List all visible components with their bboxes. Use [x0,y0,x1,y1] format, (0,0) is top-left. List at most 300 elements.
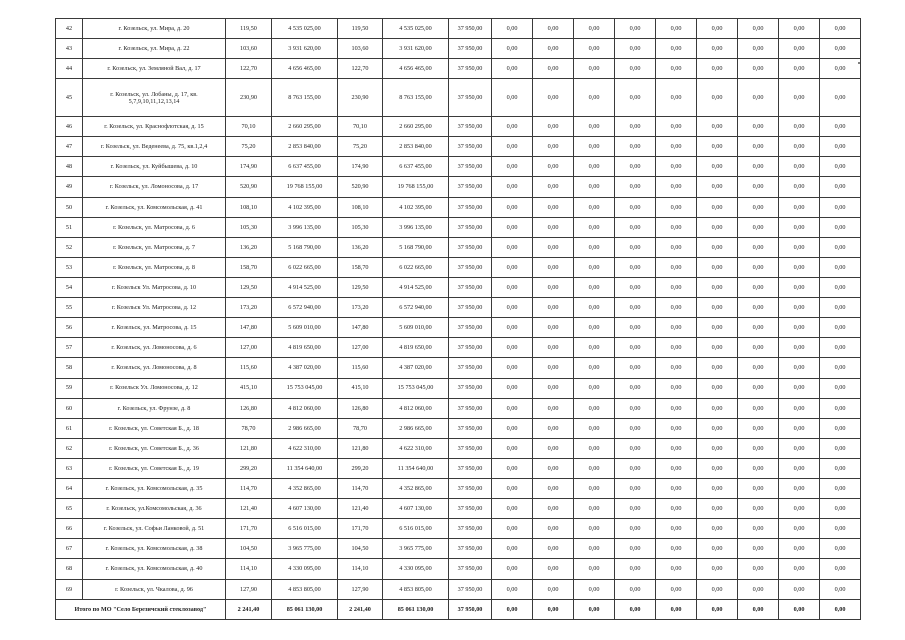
amount-cell: 0,00 [656,277,697,297]
total-amount-cell: 0,00 [615,599,656,619]
amount-cell: 0,00 [697,479,738,499]
amount-cell: 0,00 [697,579,738,599]
amount-cell: 0,00 [738,519,779,539]
cost-cell: 6 516 015,00 [272,519,338,539]
area-cell: 174,90 [338,157,383,177]
amount-cell: 0,00 [697,519,738,539]
amount-cell: 0,00 [738,237,779,257]
amount-cell: 0,00 [574,79,615,117]
area-cell: 108,10 [226,197,272,217]
amount-cell: 0,00 [492,479,533,499]
amount-cell: 0,00 [738,79,779,117]
amount-cell: 0,00 [574,539,615,559]
area-cell: 174,90 [226,157,272,177]
address-cell: г. Козельск, ул. Мира, д. 22 [83,39,226,59]
amount-cell: 0,00 [615,197,656,217]
housing-registry-table [55,18,861,620]
rate-cell: 37 950,00 [449,157,492,177]
cost-cell: 3 996 135,00 [383,217,449,237]
cost-cell: 2 660 295,00 [272,117,338,137]
total-row [56,599,861,619]
amount-cell: 0,00 [574,39,615,59]
amount-cell: 0,00 [492,358,533,378]
cost-cell: 4 102 395,00 [272,197,338,217]
amount-cell: 0,00 [615,237,656,257]
area-cell: 147,80 [226,318,272,338]
amount-cell: 0,00 [615,157,656,177]
amount-cell: 0,00 [820,39,861,59]
amount-cell: 0,00 [533,177,574,197]
amount-cell: 0,00 [779,137,820,157]
area-cell: 230,90 [226,79,272,117]
amount-cell: 0,00 [656,438,697,458]
area-cell: 158,70 [338,257,383,277]
cost-cell: 4 352 865,00 [383,479,449,499]
rate-cell: 37 950,00 [449,338,492,358]
amount-cell: 0,00 [697,378,738,398]
amount-cell: 0,00 [615,277,656,297]
amount-cell: 0,00 [615,358,656,378]
cost-cell: 8 763 155,00 [383,79,449,117]
amount-cell: 0,00 [656,378,697,398]
amount-cell: 0,00 [492,398,533,418]
cost-cell: 4 819 650,00 [383,338,449,358]
amount-cell: 0,00 [738,338,779,358]
row-number-cell: 47 [56,137,83,157]
address-cell: г. Козельск, ул. Земляной Вал, д. 17 [83,59,226,79]
amount-cell: 0,00 [533,398,574,418]
cost-cell: 4 535 025,00 [383,19,449,39]
amount-cell: 0,00 [820,579,861,599]
amount-cell: 0,00 [820,79,861,117]
rate-cell: 37 950,00 [449,19,492,39]
cost-cell: 6 572 940,00 [272,298,338,318]
amount-cell: 0,00 [697,398,738,418]
amount-cell: 0,00 [779,358,820,378]
area-cell: 70,10 [226,117,272,137]
rate-cell: 37 950,00 [449,499,492,519]
amount-cell: 0,00 [533,338,574,358]
amount-cell: 0,00 [492,257,533,277]
table-row [56,519,861,539]
amount-cell: 0,00 [615,298,656,318]
rate-cell: 37 950,00 [449,298,492,318]
amount-cell: 0,00 [738,117,779,137]
amount-cell: 0,00 [779,418,820,438]
row-number-cell: 56 [56,318,83,338]
cost-cell: 3 965 775,00 [272,539,338,559]
amount-cell: 0,00 [820,398,861,418]
amount-cell: 0,00 [574,418,615,438]
amount-cell: 0,00 [656,237,697,257]
rate-cell: 37 950,00 [449,559,492,579]
amount-cell: 0,00 [615,479,656,499]
cost-cell: 4 387 020,00 [383,358,449,378]
amount-cell: 0,00 [779,338,820,358]
total-label-cell: Итого по МО "Село Березичский стеклозавод" [56,599,226,619]
cost-cell: 4 102 395,00 [383,197,449,217]
address-cell: г. Козельск, ул. Веденеева, д. 75, кв.1,2,4 [83,137,226,157]
address-cell: г. Козельск, ул. Матросова, д. 7 [83,237,226,257]
amount-cell: 0,00 [656,19,697,39]
cost-cell: 6 022 665,00 [272,257,338,277]
amount-cell: 0,00 [697,237,738,257]
table-row [56,59,861,79]
amount-cell: 0,00 [697,418,738,438]
row-number-cell: 65 [56,499,83,519]
address-cell: г. Козельск, ул. Ломоносова, д. 6 [83,338,226,358]
row-number-cell: 63 [56,458,83,478]
row-number-cell: 54 [56,277,83,297]
amount-cell: 0,00 [574,559,615,579]
cost-cell: 4 622 310,00 [272,438,338,458]
area-cell: 520,90 [338,177,383,197]
amount-cell: 0,00 [533,59,574,79]
row-number-cell: 58 [56,358,83,378]
address-cell: г. Козельск, ул. Лобаны, д. 17, кв. 5,7,9,10,11,12,13,14 [83,79,226,117]
amount-cell: 0,00 [779,378,820,398]
amount-cell: 0,00 [656,177,697,197]
rate-cell: 37 950,00 [449,197,492,217]
amount-cell: 0,00 [779,298,820,318]
amount-cell: 0,00 [779,59,820,79]
amount-cell: 0,00 [820,358,861,378]
area-cell: 114,10 [338,559,383,579]
amount-cell: 0,00 [697,318,738,338]
amount-cell: 0,00 [492,318,533,338]
amount-cell: 0,00 [492,217,533,237]
area-cell: 299,20 [226,458,272,478]
amount-cell: 0,00 [820,137,861,157]
area-cell: 119,50 [226,19,272,39]
area-cell: 103,60 [338,39,383,59]
table-row [56,79,861,117]
amount-cell: 0,00 [574,458,615,478]
address-cell: г. Козельск, ул. Ломоносова, д. 8 [83,358,226,378]
cost-cell: 11 354 640,00 [383,458,449,478]
amount-cell: 0,00 [574,217,615,237]
table-row [56,298,861,318]
area-cell: 147,80 [338,318,383,338]
area-cell: 105,30 [226,217,272,237]
cost-cell: 4 607 130,00 [272,499,338,519]
amount-cell: 0,00 [779,79,820,117]
total-amount-cell: 0,00 [574,599,615,619]
amount-cell: 0,00 [574,237,615,257]
area-cell: 520,90 [226,177,272,197]
area-cell: 127,00 [226,338,272,358]
amount-cell: 0,00 [738,257,779,277]
table-row [56,458,861,478]
amount-cell: 0,00 [656,519,697,539]
cost-cell: 11 354 640,00 [272,458,338,478]
amount-cell: 0,00 [779,277,820,297]
amount-cell: 0,00 [697,19,738,39]
address-cell: г. Козельск, ул. Комсомольская, д. 35 [83,479,226,499]
amount-cell: 0,00 [738,217,779,237]
area-cell: 127,00 [338,338,383,358]
table-row [56,19,861,39]
rate-cell: 37 950,00 [449,237,492,257]
area-cell: 103,60 [226,39,272,59]
cost-cell: 4 352 865,00 [272,479,338,499]
amount-cell: 0,00 [533,539,574,559]
amount-cell: 0,00 [697,257,738,277]
area-cell: 78,70 [338,418,383,438]
amount-cell: 0,00 [738,499,779,519]
area-cell: 114,70 [338,479,383,499]
table-row [56,177,861,197]
address-cell: г. Козельск, ул. Ломоносова, д. 17 [83,177,226,197]
area-cell: 119,50 [338,19,383,39]
amount-cell: 0,00 [615,398,656,418]
amount-cell: 0,00 [738,398,779,418]
row-number-cell: 52 [56,237,83,257]
amount-cell: 0,00 [492,117,533,137]
amount-cell: 0,00 [533,157,574,177]
amount-cell: 0,00 [697,458,738,478]
address-cell: г. Козельск, ул. Матросова, д. 8 [83,257,226,277]
rate-cell: 37 950,00 [449,579,492,599]
amount-cell: 0,00 [820,438,861,458]
cost-cell: 3 931 620,00 [272,39,338,59]
amount-cell: 0,00 [492,539,533,559]
table-row [56,559,861,579]
amount-cell: 0,00 [574,117,615,137]
row-number-cell: 44 [56,59,83,79]
cost-cell: 15 753 045,00 [383,378,449,398]
table-row [56,117,861,137]
amount-cell: 0,00 [574,137,615,157]
amount-cell: 0,00 [820,277,861,297]
amount-cell: 0,00 [533,438,574,458]
cost-cell: 4 330 095,00 [383,559,449,579]
amount-cell: 0,00 [574,358,615,378]
amount-cell: 0,00 [820,418,861,438]
table-row [56,157,861,177]
amount-cell: 0,00 [615,177,656,197]
amount-cell: 0,00 [738,177,779,197]
table-row [56,378,861,398]
amount-cell: 0,00 [492,338,533,358]
total-area-cell: 2 241,40 [338,599,383,619]
amount-cell: 0,00 [615,117,656,137]
amount-cell: 0,00 [820,479,861,499]
amount-cell: 0,00 [656,338,697,358]
amount-cell: 0,00 [492,378,533,398]
amount-cell: 0,00 [492,79,533,117]
amount-cell: 0,00 [533,277,574,297]
amount-cell: 0,00 [533,458,574,478]
address-cell: г. Козельск, ул. Комсомольская, д. 38 [83,539,226,559]
rate-cell: 37 950,00 [449,418,492,438]
address-cell: г. Козельск, ул. Матросова, д. 15 [83,318,226,338]
amount-cell: 0,00 [574,499,615,519]
amount-cell: 0,00 [615,579,656,599]
row-number-cell: 45 [56,79,83,117]
table-row [56,338,861,358]
rate-cell: 37 950,00 [449,257,492,277]
area-cell: 171,70 [338,519,383,539]
amount-cell: 0,00 [533,298,574,318]
total-amount-cell: 0,00 [533,599,574,619]
cost-cell: 3 996 135,00 [272,217,338,237]
area-cell: 158,70 [226,257,272,277]
amount-cell: 0,00 [697,338,738,358]
amount-cell: 0,00 [738,559,779,579]
amount-cell: 0,00 [697,217,738,237]
amount-cell: 0,00 [533,519,574,539]
area-cell: 122,70 [226,59,272,79]
row-number-cell: 67 [56,539,83,559]
cost-cell: 4 656 465,00 [383,59,449,79]
address-cell: г. Козельск Ул. Ломоносова, д. 12 [83,378,226,398]
area-cell: 126,80 [226,398,272,418]
amount-cell: 0,00 [492,137,533,157]
amount-cell: 0,00 [615,539,656,559]
cost-cell: 5 168 790,00 [272,237,338,257]
amount-cell: 0,00 [738,197,779,217]
address-cell: г. Козельск, ул. Комсомольская, д. 41 [83,197,226,217]
cost-cell: 2 986 665,00 [272,418,338,438]
amount-cell: 0,00 [492,177,533,197]
amount-cell: 0,00 [574,519,615,539]
row-number-cell: 48 [56,157,83,177]
amount-cell: 0,00 [615,59,656,79]
rate-cell: 37 950,00 [449,479,492,499]
amount-cell: 0,00 [492,277,533,297]
area-cell: 299,20 [338,458,383,478]
amount-cell: 0,00 [820,539,861,559]
amount-cell: 0,00 [697,157,738,177]
address-cell: г. Козельск Ул. Матросова, д. 10 [83,277,226,297]
rate-cell: 37 950,00 [449,458,492,478]
amount-cell: 0,00 [820,338,861,358]
total-amount-cell: 0,00 [820,599,861,619]
amount-cell: 0,00 [779,438,820,458]
area-cell: 114,10 [226,559,272,579]
area-cell: 105,30 [338,217,383,237]
address-cell: г. Козельск, ул. Куйбышева, д. 10 [83,157,226,177]
amount-cell: 0,00 [738,19,779,39]
amount-cell: 0,00 [492,237,533,257]
area-cell: 122,70 [338,59,383,79]
amount-cell: 0,00 [574,157,615,177]
area-cell: 129,50 [226,277,272,297]
amount-cell: 0,00 [820,559,861,579]
amount-cell: 0,00 [779,197,820,217]
amount-cell: 0,00 [738,418,779,438]
cost-cell: 3 931 620,00 [383,39,449,59]
amount-cell: 0,00 [656,298,697,318]
amount-cell: 0,00 [533,479,574,499]
table-row [56,257,861,277]
row-number-cell: 42 [56,19,83,39]
amount-cell: 0,00 [574,257,615,277]
amount-cell: 0,00 [615,458,656,478]
amount-cell: 0,00 [738,438,779,458]
amount-cell: 0,00 [492,499,533,519]
area-cell: 136,20 [338,237,383,257]
amount-cell: 0,00 [656,579,697,599]
amount-cell: 0,00 [656,59,697,79]
scan-speck [858,62,860,64]
amount-cell: 0,00 [492,157,533,177]
cost-cell: 6 637 455,00 [383,157,449,177]
amount-cell: 0,00 [697,358,738,378]
area-cell: 129,50 [338,277,383,297]
area-cell: 415,10 [226,378,272,398]
table-row [56,479,861,499]
cost-cell: 4 914 525,00 [383,277,449,297]
amount-cell: 0,00 [738,358,779,378]
amount-cell: 0,00 [615,559,656,579]
row-number-cell: 62 [56,438,83,458]
table-body [56,19,861,620]
amount-cell: 0,00 [615,519,656,539]
total-amount-cell: 0,00 [492,599,533,619]
cost-cell: 6 572 940,00 [383,298,449,318]
amount-cell: 0,00 [533,197,574,217]
amount-cell: 0,00 [656,358,697,378]
cost-cell: 4 387 020,00 [272,358,338,378]
amount-cell: 0,00 [779,237,820,257]
table-row [56,438,861,458]
area-cell: 127,90 [226,579,272,599]
table-row [56,579,861,599]
row-number-cell: 57 [56,338,83,358]
amount-cell: 0,00 [656,257,697,277]
table-row [56,137,861,157]
amount-cell: 0,00 [533,499,574,519]
cost-cell: 19 768 155,00 [383,177,449,197]
area-cell: 115,60 [338,358,383,378]
area-cell: 70,10 [338,117,383,137]
row-number-cell: 53 [56,257,83,277]
area-cell: 104,50 [226,539,272,559]
rate-cell: 37 950,00 [449,539,492,559]
amount-cell: 0,00 [533,137,574,157]
cost-cell: 4 622 310,00 [383,438,449,458]
table-row [56,277,861,297]
row-number-cell: 50 [56,197,83,217]
amount-cell: 0,00 [820,19,861,39]
row-number-cell: 51 [56,217,83,237]
rate-cell: 37 950,00 [449,217,492,237]
amount-cell: 0,00 [738,458,779,478]
area-cell: 173,20 [338,298,383,318]
rate-cell: 37 950,00 [449,378,492,398]
area-cell: 121,40 [226,499,272,519]
cost-cell: 15 753 045,00 [272,378,338,398]
amount-cell: 0,00 [656,137,697,157]
amount-cell: 0,00 [574,438,615,458]
table-row [56,197,861,217]
amount-cell: 0,00 [779,177,820,197]
amount-cell: 0,00 [615,499,656,519]
amount-cell: 0,00 [697,79,738,117]
amount-cell: 0,00 [738,378,779,398]
amount-cell: 0,00 [820,59,861,79]
amount-cell: 0,00 [615,438,656,458]
cost-cell: 4 607 130,00 [383,499,449,519]
amount-cell: 0,00 [738,539,779,559]
address-cell: г. Козельск, ул. Комсомольская, д. 40 [83,559,226,579]
amount-cell: 0,00 [533,79,574,117]
address-cell: г. Козельск, ул. Советская Б., д. 36 [83,438,226,458]
table-row [56,539,861,559]
area-cell: 127,90 [338,579,383,599]
